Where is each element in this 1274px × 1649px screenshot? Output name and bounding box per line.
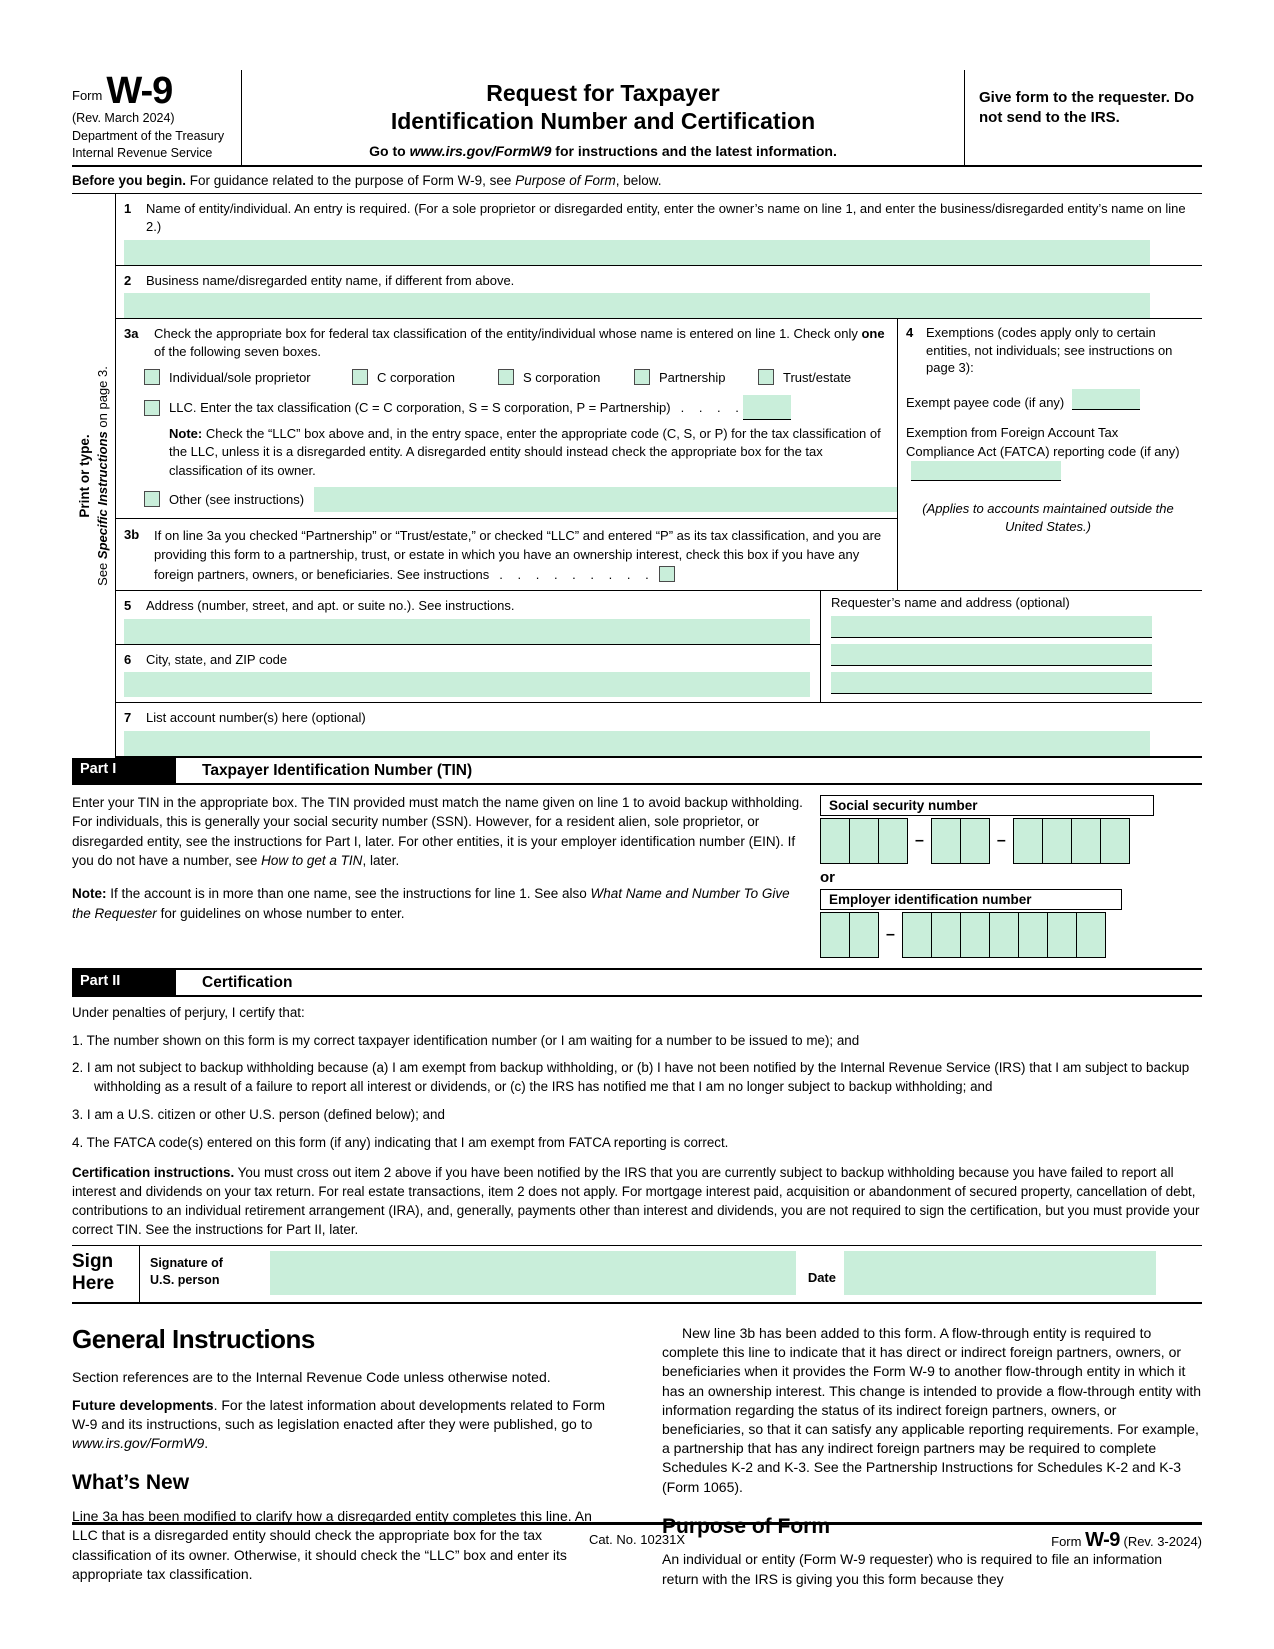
ein-input-row: [820, 912, 1202, 958]
line5-label: Address (number, street, and apt. or suite no.). See instructions.: [146, 598, 515, 614]
certification-item: 1. The number shown on this form is my correct taxpayer identification number (or I am waiting for a number to be issued to me); and: [72, 1032, 860, 1048]
ssn-digit-box[interactable]: [849, 818, 879, 864]
address-requester-section: [116, 591, 1202, 703]
new-line-3b-paragraph: New line 3b has been added to this form. A flow-through entity is required to complete this line to indicate that it has direct or indirect foreign partners, owners, or beneficiaries when it provides the Form W-9 to another flow-through entity in which it has an ownership interest. This change is intended to provide a flow-through entity with information regarding the status of its indirect foreign partners, owners, or beneficiaries, so that it can satisfy any applicable reporting requirements. For example, a partnership that has any indirect foreign partners may be required to complete Schedules K-2 and K-3. See the Partnership Instructions for Schedules K-2 and K-3 (Form 1065).: [662, 1325, 1202, 1495]
footer-form-word: Form: [1051, 1534, 1082, 1549]
ein-digit-box[interactable]: [1076, 912, 1106, 958]
ssn-digit-box[interactable]: [1071, 818, 1101, 864]
field-row-3a: [116, 319, 897, 519]
checkbox-partnership[interactable]: [634, 369, 650, 385]
exempt-payee-label: Exempt payee code (if any): [906, 394, 1065, 410]
name-input[interactable]: [124, 240, 1150, 265]
option-label-c-corp: C corporation: [377, 369, 456, 385]
before-you-begin: [72, 167, 1202, 194]
general-instructions-title: General Instructions: [72, 1324, 315, 1355]
ein-digit-box[interactable]: [960, 912, 990, 958]
certification-item: 4. The FATCA code(s) entered on this form (if any) indicating that I am exempt from FATCA reporting is correct.: [72, 1134, 729, 1150]
line7-number: 7: [124, 710, 132, 726]
ssn-digit-box[interactable]: [878, 818, 908, 864]
checkbox-llc[interactable]: [144, 400, 160, 416]
fatca-row: [906, 424, 1190, 483]
print-or-type-sidebar: [72, 194, 116, 757]
field-row-3b: [116, 519, 897, 591]
before-tail: , below.: [615, 173, 662, 189]
ein-digit-box[interactable]: [820, 912, 850, 958]
llc-option-row: [116, 387, 897, 420]
revision-date: (Rev. March 2024): [72, 111, 175, 126]
form-fields-table: [72, 194, 1202, 757]
certification-instructions: [72, 1164, 1202, 1239]
line2-number: 2: [124, 272, 132, 288]
irs-url-text[interactable]: www.irs.gov/FormW9: [72, 1435, 205, 1452]
purpose-of-form-title: Purpose of Form: [662, 1514, 831, 1538]
tin-para-text: Enter your TIN in the appropriate box. The TIN provided must match the name given on line 1 to avoid backup withholding. For individuals, this is generally your social security number (SSN). However, for a resident alien, sole proprietor, or disregarded entity, see the instructions for Part I, later. For other entities, it is your employer identification number (EIN). If you do not have a number, see: [72, 794, 803, 869]
tin-para-tail: , later.: [362, 853, 400, 869]
ssn-digit-box[interactable]: [931, 818, 961, 864]
future-developments-period: .: [204, 1435, 209, 1452]
line1-label: Name of entity/individual. An entry is required. (For a sole proprietor or disregarded entity, enter the owner’s name on line 1, and enter the business/disregarded entity’s name on line 2.): [146, 201, 1186, 234]
whats-new-paragraph: Line 3a has been modified to clarify how a disregarded entity completes this line. An LLC that is a disregarded entity should check the appropriate box for the tax classification of its owner. Otherwise, it should check the “LLC” box and enter its appropriate tax classification.: [72, 1508, 592, 1582]
checkbox-individual-sole-proprietor[interactable]: [144, 369, 160, 385]
checkbox-c-corporation[interactable]: [352, 369, 368, 385]
signature-of-label: [140, 1246, 242, 1302]
business-name-input[interactable]: [124, 293, 1150, 318]
field-row-1: [116, 194, 1202, 265]
requester-label: Requester’s name and address (optional): [831, 595, 1070, 611]
before-italic: Purpose of Form: [515, 173, 616, 189]
form-title-line2: Identification Number and Certification: [390, 107, 816, 134]
line3a-label-pre: Check the appropriate box for federal tax classification of the entity/individual whose name is entered on line 1. Check only: [154, 326, 862, 342]
signature-of-line1: Signature of: [150, 1256, 223, 1271]
certification-item: 3. I am a U.S. citizen or other U.S. person (defined below); and: [72, 1106, 445, 1122]
field-row-6: [116, 645, 820, 698]
requester-info-input-3[interactable]: [831, 672, 1152, 694]
ssn-digit-box[interactable]: [1013, 818, 1043, 864]
line3a-label: [154, 325, 889, 360]
ein-digit-box[interactable]: [931, 912, 961, 958]
checkbox-other[interactable]: [144, 491, 160, 507]
checkbox-s-corporation[interactable]: [498, 369, 514, 385]
tax-classification-options: [116, 360, 897, 387]
sign-here-label: [72, 1246, 140, 1302]
sidebar-see: See: [94, 559, 110, 586]
llc-note-bold: Note:: [169, 426, 203, 442]
line4-number: 4: [906, 325, 914, 341]
checkbox-foreign-partners[interactable]: [659, 566, 675, 582]
future-developments-bold: Future developments: [72, 1396, 214, 1413]
part2-body: [72, 997, 1202, 1246]
line3b-label: [154, 526, 889, 585]
line3a-label-post: of the following seven boxes.: [154, 343, 321, 359]
part1-label: Part I: [72, 758, 176, 783]
line3b-dot-leader: . . . . . . . . .: [499, 566, 649, 582]
form-id-block: [72, 70, 242, 165]
requester-info-input-1[interactable]: [831, 616, 1152, 638]
sign-here-section: [72, 1245, 1202, 1304]
date-label: Date: [807, 1270, 836, 1286]
ssn-input-row: [820, 818, 1202, 864]
footer-revision: (Rev. 3-2024): [1123, 1534, 1202, 1549]
part2-label: Part II: [72, 970, 176, 995]
ssn-digit-box[interactable]: [960, 818, 990, 864]
form-number: W-9: [106, 70, 173, 112]
page-footer: [72, 1522, 1202, 1551]
ein-label: Employer identification number: [820, 889, 1122, 910]
signature-input[interactable]: [270, 1251, 796, 1295]
agency-line: Internal Revenue Service: [72, 145, 213, 160]
exempt-payee-code-input[interactable]: [1072, 389, 1140, 410]
or-text: or: [820, 868, 835, 886]
line3b-number: 3b: [124, 526, 140, 542]
before-text: For guidance related to the purpose of Form W-9, see: [186, 173, 516, 189]
option-label-individual: Individual/sole proprietor: [169, 369, 311, 385]
certification-intro: Under penalties of perjury, I certify that:: [72, 1004, 305, 1020]
ssn-label: Social security number: [820, 795, 1154, 816]
ein-digit-box[interactable]: [902, 912, 932, 958]
checkbox-trust-estate[interactable]: [758, 369, 774, 385]
certification-item: 2. I am not subject to backup withholding because (a) I am exempt from backup withholding, or (b) I have not been notified by the Internal Revenue Service (IRS) that I am subject to backup withholding as a result of a failure to report all interest or dividends, or (c) the IRS has notified me that I am no longer subject to backup withholding; and: [72, 1060, 1190, 1095]
part1-heading: [72, 758, 1202, 785]
part1-body: [72, 785, 1202, 970]
option-label-trust-estate: Trust/estate: [783, 369, 852, 385]
here-word: Here: [72, 1273, 115, 1295]
form-word: Form: [72, 88, 103, 104]
llc-label: LLC. Enter the tax classification (C = C corporation, S = S corporation, P = Partnership): [169, 400, 671, 416]
tin-note-tail: for guidelines on whose number to enter.: [156, 905, 405, 921]
other-option-row: [116, 484, 897, 518]
sidebar-bold-text: Print or type.: [76, 434, 92, 518]
line1-number: 1: [124, 201, 132, 217]
ein-digit-box[interactable]: [849, 912, 879, 958]
line3a-label-bold: one: [861, 326, 885, 342]
line3a-number: 3a: [124, 326, 139, 342]
line6-number: 6: [124, 651, 132, 667]
ssn-dash: –: [915, 831, 924, 849]
part2-title: Certification: [202, 973, 293, 991]
ssn-digit-box[interactable]: [1042, 818, 1072, 864]
form-title-line1: Request for Taxpayer: [486, 80, 720, 106]
ein-digit-box[interactable]: [989, 912, 1019, 958]
form-header: [72, 70, 1202, 167]
irs-url-link[interactable]: www.irs.gov/FormW9: [409, 143, 552, 160]
requester-column: [820, 591, 1202, 702]
goto-suffix: for instructions and the latest information.: [551, 143, 837, 160]
form-title-block: [242, 70, 965, 165]
ein-digit-box[interactable]: [1047, 912, 1077, 958]
option-label-partnership: Partnership: [659, 369, 726, 385]
ssn-digit-box[interactable]: [1100, 818, 1130, 864]
goto-line: [254, 143, 952, 159]
signature-of-line2: U.S. person: [150, 1273, 220, 1288]
line7-label: List account number(s) here (optional): [146, 710, 366, 726]
account-numbers-input[interactable]: [124, 731, 1150, 756]
field-row-2: [116, 266, 1202, 320]
certification-instructions-text: You must cross out item 2 above if you have been notified by the IRS that you are currently subject to backup withholding because you have failed to report all interest and dividends on your tax return. For real estate transactions, item 2 does not apply. For mortgage interest paid, acquisition or abandonment of secured property, cancellation of debt, contributions to an individual retirement arrangement (IRA), and, generally, payments other than interest and dividends, you are not required to sign the certification, but you must provide your correct TIN. See the instructions for Part II, later.: [72, 1165, 1200, 1237]
llc-dot-leader: . . . .: [680, 400, 739, 416]
footer-form-number: W-9: [1085, 1529, 1120, 1551]
field-row-7: [116, 703, 1202, 758]
part1-title: Taxpayer Identification Number (TIN): [202, 761, 473, 779]
give-form-notice: Give form to the requester. Do not send to the IRS.: [979, 89, 1195, 126]
sidebar-specific-instructions: Specific Instructions: [94, 431, 110, 560]
section-references-paragraph: Section references are to the Internal Revenue Code unless otherwise noted.: [72, 1368, 551, 1385]
ssn-dash: –: [996, 831, 1006, 849]
date-input[interactable]: [844, 1251, 1156, 1295]
ein-dash: –: [886, 925, 895, 943]
line6-label: City, state, and ZIP code: [146, 651, 288, 667]
footer-form-id: [1051, 1529, 1202, 1552]
tin-note-paragraph: [72, 884, 804, 923]
line5-number: 5: [124, 598, 132, 614]
tin-note-italic: What Name and Number To Give the Requester: [72, 886, 790, 921]
llc-note-text: Check the “LLC” box above and, in the entry space, enter the appropriate code (C, S, or P) for the tax classification of the LLC, unless it is a disregarded entity. A disregarded entity should instead check the appropriate box for the tax classification of its owner.: [169, 426, 881, 478]
ssn-digit-box[interactable]: [820, 818, 850, 864]
department-line: Department of the Treasury: [72, 129, 225, 144]
tin-note-text: If the account is in more than one name, see the instructions for line 1. See also: [106, 886, 591, 902]
sidebar-note-text: [94, 206, 112, 746]
tin-entry-area: [820, 793, 1202, 958]
field-row-5: [116, 591, 820, 645]
goto-prefix: Go to: [369, 143, 410, 160]
other-label: Other (see instructions): [169, 491, 305, 507]
before-bold: Before you begin.: [72, 173, 187, 189]
llc-note: [116, 420, 897, 484]
sidebar-page3: on page 3.: [94, 366, 110, 432]
tin-para-italic: How to get a TIN: [261, 853, 363, 869]
requester-info-input-2[interactable]: [831, 644, 1152, 666]
form-title: [254, 80, 952, 135]
catalog-number: Cat. No. 10231X: [588, 1532, 686, 1547]
future-developments-paragraph: [72, 1396, 612, 1454]
address-input[interactable]: [124, 619, 810, 644]
line2-label: Business name/disregarded entity name, if different from above.: [146, 272, 515, 288]
fatca-code-input[interactable]: [911, 461, 1061, 481]
future-developments-text: . For the latest information about developments related to Form W-9 and its instructions, such as legislation enacted after they were published, go to: [72, 1396, 606, 1433]
tin-note-bold: Note:: [72, 886, 107, 902]
tin-instructions-paragraph: [72, 793, 804, 871]
applies-note: (Applies to accounts maintained outside the United States.): [922, 501, 1174, 535]
part2-heading: [72, 970, 1202, 997]
exemptions-heading: Exemptions (codes apply only to certain entities, not individuals; see instructions on page 3):: [926, 325, 1173, 376]
city-state-zip-input[interactable]: [124, 672, 810, 697]
sign-word: Sign: [72, 1251, 114, 1273]
purpose-of-form-paragraph: An individual or entity (Form W-9 requester) who is required to file an information return with the IRS is giving you this form because they: [662, 1551, 1163, 1587]
field-row-4-exemptions: [897, 319, 1202, 590]
certification-instructions-bold: Certification instructions.: [72, 1165, 235, 1181]
ein-digit-box[interactable]: [1018, 912, 1048, 958]
llc-classification-input[interactable]: [743, 395, 791, 420]
option-label-s-corp: S corporation: [523, 369, 601, 385]
classification-exemptions-section: [116, 319, 1202, 591]
whats-new-title: What’s New: [72, 1471, 190, 1495]
fatca-label: Exemption from Foreign Account Tax Compliance Act (FATCA) reporting code (if any): [906, 424, 1180, 459]
exempt-payee-row: [906, 389, 1190, 410]
instructions-left-column: [72, 1322, 612, 1589]
line3b-text: If on line 3a you checked “Partnership” or “Trust/estate,” or checked “LLC” and entered “P” as its tax classification, and you are providing this form to a partnership, trust, or estate in which you have an ownership interest, check this box if you have any foreign partners, owners, or beneficiaries. See instructions: [154, 527, 882, 582]
other-classification-input[interactable]: [314, 487, 897, 512]
